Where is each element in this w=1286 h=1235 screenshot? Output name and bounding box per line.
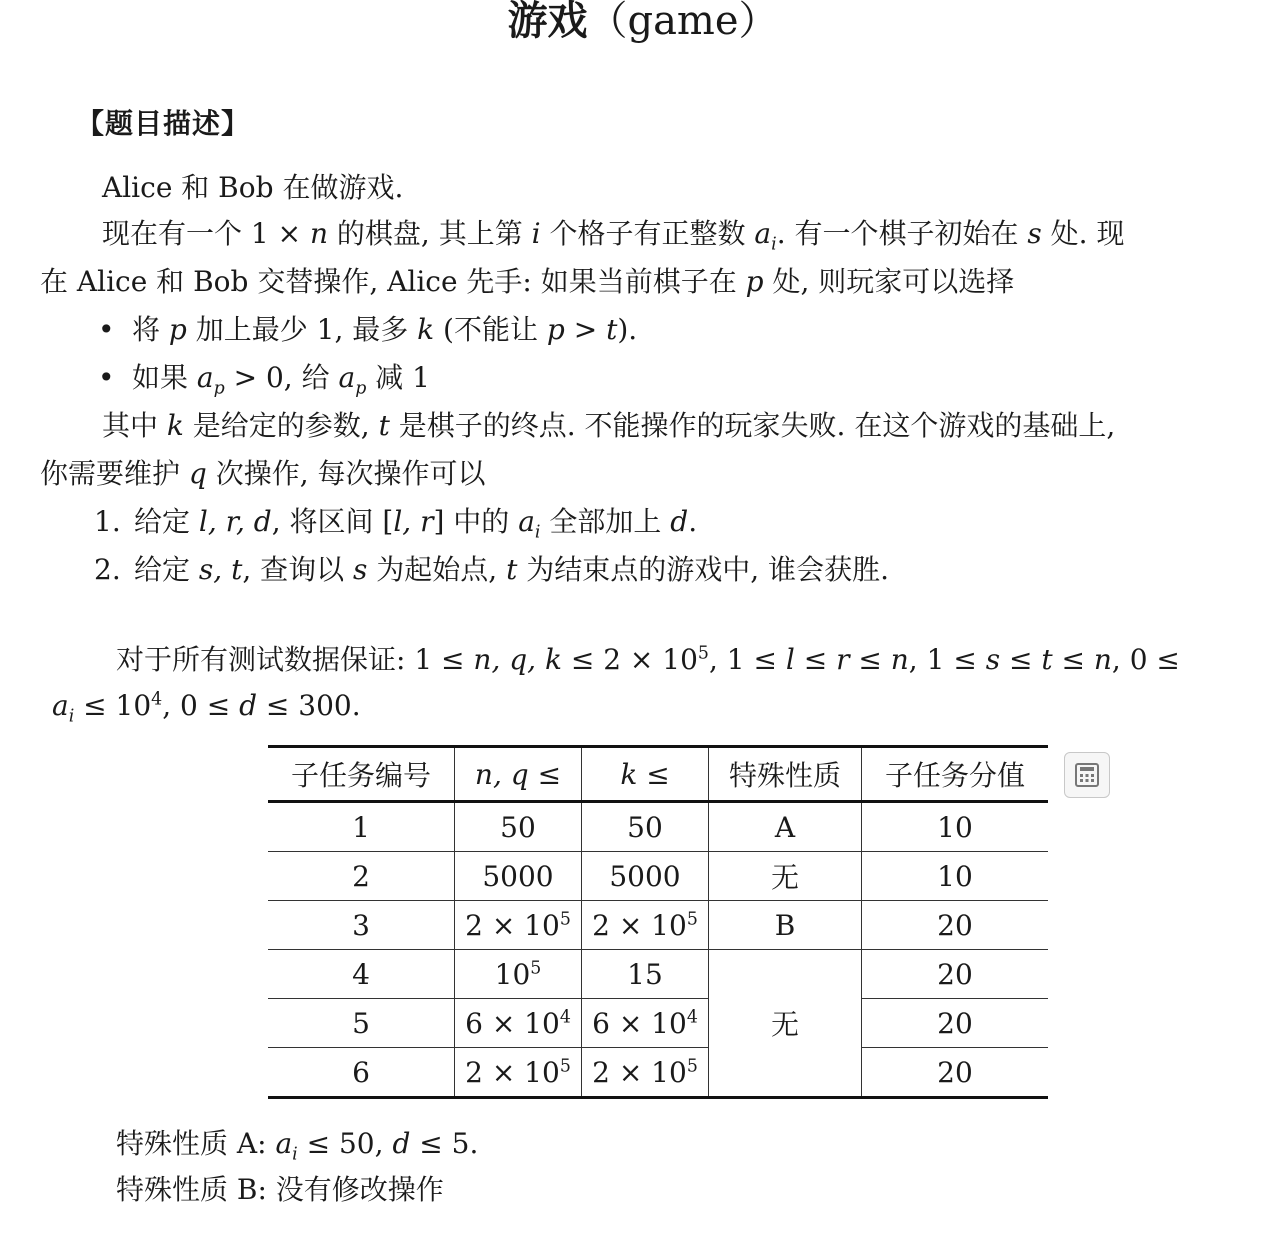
bullet-item-1: • 将 p 加上最少 1, 最多 k (不能让 p > t).	[98, 313, 638, 346]
desc-line-4: 其中 k 是给定的参数, t 是棋子的终点. 不能操作的玩家失败. 在这个游戏的基础上,	[102, 409, 1116, 442]
cell-id: 5	[268, 999, 455, 1048]
header-subtask-id: 子任务编号	[268, 747, 455, 802]
calculator-icon	[1074, 762, 1100, 788]
header-score: 子任务分值	[862, 747, 1049, 802]
table-row	[268, 999, 1048, 1048]
table-header-row	[268, 747, 1048, 802]
cell-special: B	[709, 901, 862, 950]
cell-k: $2 \times 10^5$	[582, 1048, 709, 1098]
cell-score: 20	[862, 1048, 1049, 1098]
section-header-problem-description: 【题目描述】	[76, 107, 251, 140]
cell-score: 20	[862, 901, 1049, 950]
cell-k: 5000	[582, 852, 709, 901]
header-special-property: 特殊性质	[709, 747, 862, 802]
cell-nq: 5000	[455, 852, 582, 901]
desc-line-1: Alice 和 Bob 在做游戏.	[102, 171, 404, 204]
desc-line-2: 现在有一个 1 × n 的棋盘, 其上第 i 个格子有正整数 $a_i$. 有一个棋子初始在 s 处. 现	[102, 217, 1125, 255]
cell-score: 20	[862, 999, 1049, 1048]
cell-score: 10	[862, 852, 1049, 901]
subtask-table	[268, 745, 1048, 1099]
table-row	[268, 901, 1048, 950]
table-row	[268, 802, 1048, 852]
bullet-item-2: • 如果 $a_p > 0$, 给 $a_p$ 减 1	[98, 361, 430, 399]
cell-score: 20	[862, 950, 1049, 999]
cell-id: 2	[268, 852, 455, 901]
page-title: 游戏（game）	[507, 0, 779, 44]
cell-nq: $10^5$	[455, 950, 582, 999]
bullet-icon: •	[98, 361, 115, 394]
table-row	[268, 1048, 1048, 1098]
cell-k: $6 \times 10^4$	[582, 999, 709, 1048]
header-k-limit: k ≤	[582, 747, 709, 802]
cell-nq: $2 \times 10^5$	[455, 901, 582, 950]
desc-line-3: 在 Alice 和 Bob 交替操作, Alice 先手: 如果当前棋子在 p 处, 则玩家可以选择	[40, 265, 1015, 298]
header-nq-limit: n, q ≤	[455, 747, 582, 802]
operation-item-2: 2. 给定 s, t, 查询以 s 为起始点, t 为结束点的游戏中, 谁会获胜.	[94, 553, 889, 586]
constraints-line-1: 对于所有测试数据保证: 1 ≤ n, q, $k \le 2 \times 10^5$, 1 ≤ l ≤ r ≤ n, 1 ≤ s ≤ t ≤ n, 0 ≤	[116, 643, 1180, 676]
cell-id: 3	[268, 901, 455, 950]
cell-id: 4	[268, 950, 455, 999]
cell-nq: $2 \times 10^5$	[455, 1048, 582, 1098]
cell-k: $2 \times 10^5$	[582, 901, 709, 950]
table-row	[268, 852, 1048, 901]
cell-k: 50	[582, 802, 709, 852]
operation-item-1: 1. 给定 l, r, d, 将区间 [l, r] 中的 $a_i$ 全部加上 d.	[94, 505, 698, 543]
cell-nq: 50	[455, 802, 582, 852]
cell-k: 15	[582, 950, 709, 999]
cell-special: A	[709, 802, 862, 852]
table-row	[268, 950, 1048, 999]
cell-special: 无	[709, 852, 862, 901]
calculator-button[interactable]	[1064, 752, 1110, 798]
cell-special-merged: 无	[709, 950, 862, 1098]
special-property-b: 特殊性质 B: 没有修改操作	[116, 1173, 444, 1206]
bullet-icon: •	[98, 313, 115, 346]
cell-id: 6	[268, 1048, 455, 1098]
desc-line-5: 你需要维护 q 次操作, 每次操作可以	[40, 457, 486, 490]
special-property-a: 特殊性质 A: $a_i \le 50$, d ≤ 5.	[116, 1127, 479, 1165]
cell-id: 1	[352, 810, 370, 844]
cell-nq: $6 \times 10^4$	[455, 999, 582, 1048]
constraints-line-2: $a_i \le 10^4$, 0 ≤ d ≤ 300.	[52, 689, 361, 727]
cell-score: 10	[862, 802, 1049, 852]
